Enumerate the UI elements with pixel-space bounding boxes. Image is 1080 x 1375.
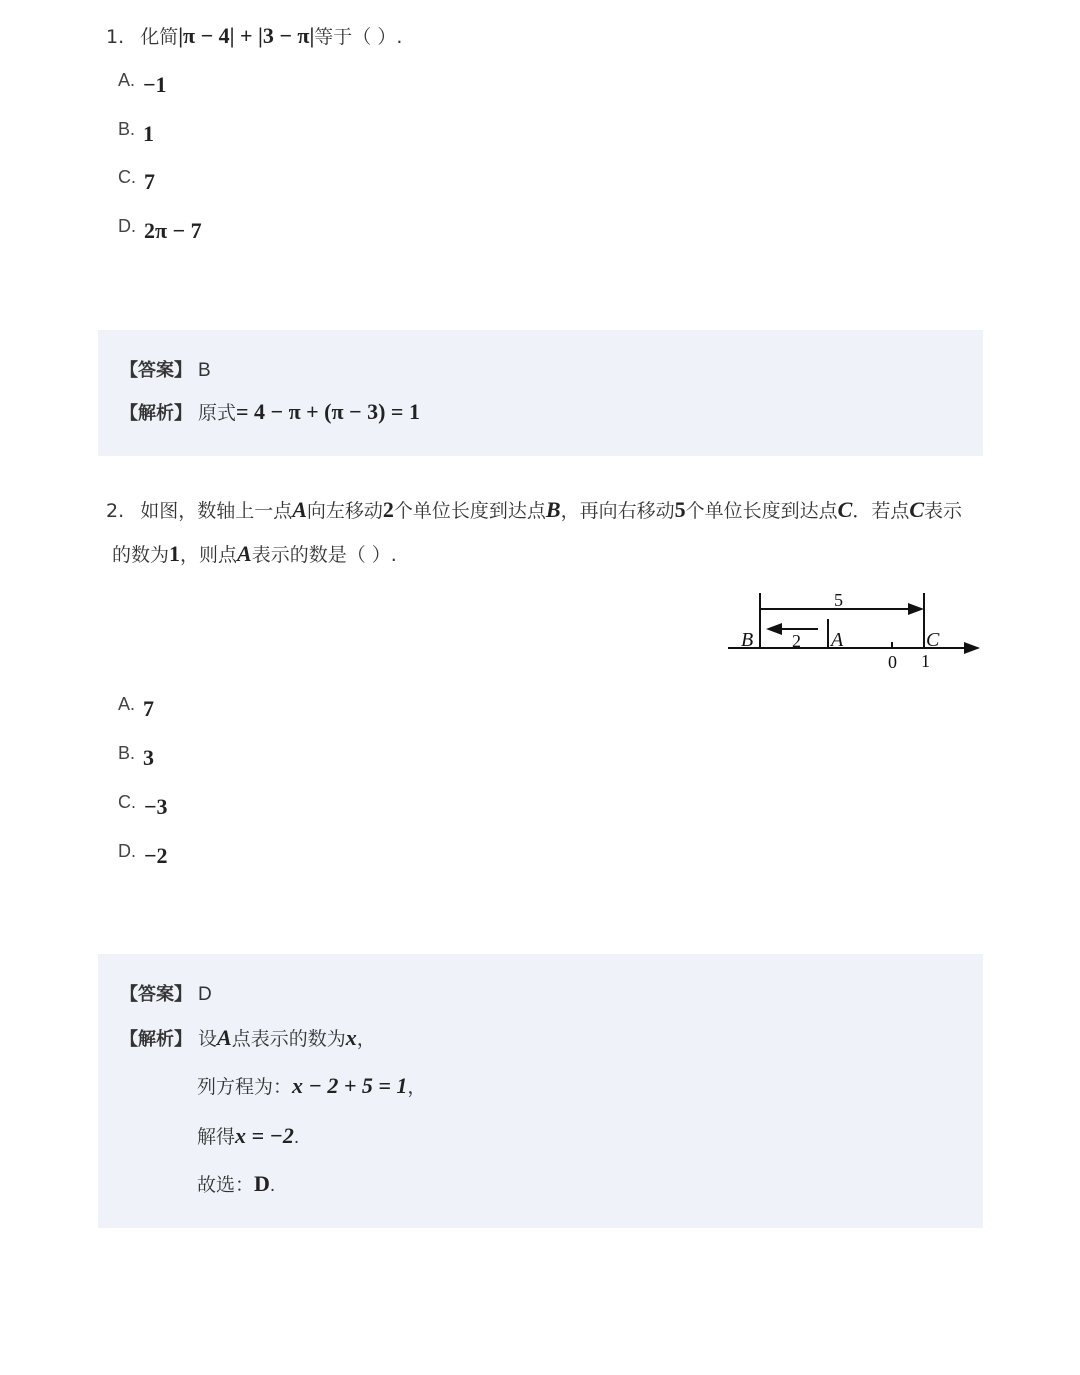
q2-analysis-4-expr: D [254,1171,270,1196]
q1-option-a[interactable] [118,70,167,102]
q1-option-c-label: C. [118,167,136,187]
diagram-label-c: C [926,629,940,651]
q2-analysis-1c: ， [356,1029,376,1050]
q2-number-line-diagram [720,585,990,680]
q2-text-1f: ．若点 [852,500,910,522]
q2-analysis-2a: 列方程为： [197,1077,293,1098]
q2-text-1b: 向左移动 [306,500,383,522]
q2-option-c-value: −3 [144,794,168,819]
q2-text-1a: 如图，数轴上一点 [140,500,293,522]
q2-option-d-value: −2 [144,843,168,868]
q2-option-a-value: 7 [143,696,155,721]
q1-option-b-label: B. [118,119,136,139]
arrow-2-head [766,623,782,635]
q2-analysis-2-expr: x − 2 + 5 = 1 [292,1073,408,1098]
q1-option-d-value: 2π − 7 [144,218,202,243]
q2-analysis-1-x: x [345,1025,357,1050]
q2-text-2b: ，则点 [180,544,238,566]
q2-option-a[interactable] [118,694,154,726]
q1-prefix: 化简 [140,26,179,48]
diagram-label-2: 2 [792,631,801,651]
q1-option-d-label: D. [118,216,136,236]
q2-number: 2. [106,500,125,522]
q2-analysis-line-3 [197,1122,299,1149]
q1-option-c-value: 7 [144,169,155,194]
q2-answer-tag: 【答案】 [120,984,192,1005]
q2-option-b-value: 3 [143,745,155,770]
q2-analysis-tag: 【解析】 [120,1029,192,1050]
q2-option-b-label: B. [118,743,136,763]
q2-analysis-1-var: A [217,1025,232,1050]
q2-point-b: B [545,497,561,522]
q1-answer-tag: 【答案】 [120,360,192,381]
arrow-5-head [908,603,924,615]
diagram-label-1: 1 [921,651,930,671]
q2-text-1d: ，再向右移动 [560,500,675,522]
q2-point-c-2: C [909,497,925,522]
q1-analysis-prefix: 原式 [198,403,237,424]
q2-text-2a: 的数为 [112,544,170,566]
q2-analysis-3a: 解得 [197,1127,236,1148]
axis-arrowhead [964,642,980,654]
q2-analysis-line-1 [120,1024,376,1051]
q2-analysis-1a: 设 [198,1029,218,1050]
q2-answer-value: D [198,984,212,1005]
q1-option-a-value: −1 [143,72,167,97]
q1-expression: |π − 4| + |3 − π| [178,23,315,48]
q2-stem-line1 [106,496,962,525]
q2-text-2c: 表示的数是（ ）. [251,544,397,566]
q2-answer-box [98,954,983,1228]
q2-analysis-4a: 故选： [197,1175,255,1196]
q2-analysis-3-expr: x = −2 [235,1123,294,1148]
q2-option-d[interactable] [118,841,168,873]
q1-option-c[interactable] [118,167,155,199]
q2-point-c: C [837,497,853,522]
q1-answer-value: B [198,360,211,381]
q2-option-a-label: A. [118,694,136,714]
q2-point-a: A [292,497,307,522]
q2-analysis-2b: ， [407,1077,427,1098]
diagram-label-b: B [741,629,754,651]
diagram-label-a: A [831,629,844,651]
q1-option-b-value: 1 [143,121,155,146]
q2-option-c[interactable] [118,792,168,824]
q1-option-b[interactable] [118,119,154,151]
q2-point-a-2: A [237,541,252,566]
q2-move-right: 5 [674,497,686,522]
q1-option-d[interactable] [118,216,202,248]
q2-analysis-4b: . [269,1175,276,1196]
q1-number: 1. [106,26,125,48]
q1-option-a-label: A. [118,70,136,90]
q1-stem [106,22,402,51]
q2-text-1e: 个单位长度到达点 [685,500,838,522]
q2-option-d-label: D. [118,841,136,861]
q2-analysis-3b: . [293,1127,300,1148]
diagram-label-0: 0 [888,652,897,672]
q1-answer-box [98,330,983,456]
diagram-label-5: 5 [834,590,843,610]
q2-option-b[interactable] [118,743,154,775]
q2-option-c-label: C. [118,792,136,812]
q1-analysis-line [120,398,420,425]
q1-suffix: 等于（ ）. [314,26,403,48]
q2-answer-line [120,980,212,1006]
q2-stem-line2 [112,540,397,569]
q1-answer-line [120,356,211,382]
q2-move-left: 2 [382,497,394,522]
q2-text-1c: 个单位长度到达点 [393,500,546,522]
q2-analysis-1b: 点表示的数为 [231,1029,346,1050]
q2-analysis-line-2 [197,1072,426,1099]
q2-c-value: 1 [169,541,181,566]
q2-text-1g: 表示 [924,500,963,522]
q1-analysis-expression: = 4 − π + (π − 3) = 1 [236,399,420,424]
q1-analysis-tag: 【解析】 [120,403,192,424]
q2-analysis-line-4 [197,1170,275,1197]
